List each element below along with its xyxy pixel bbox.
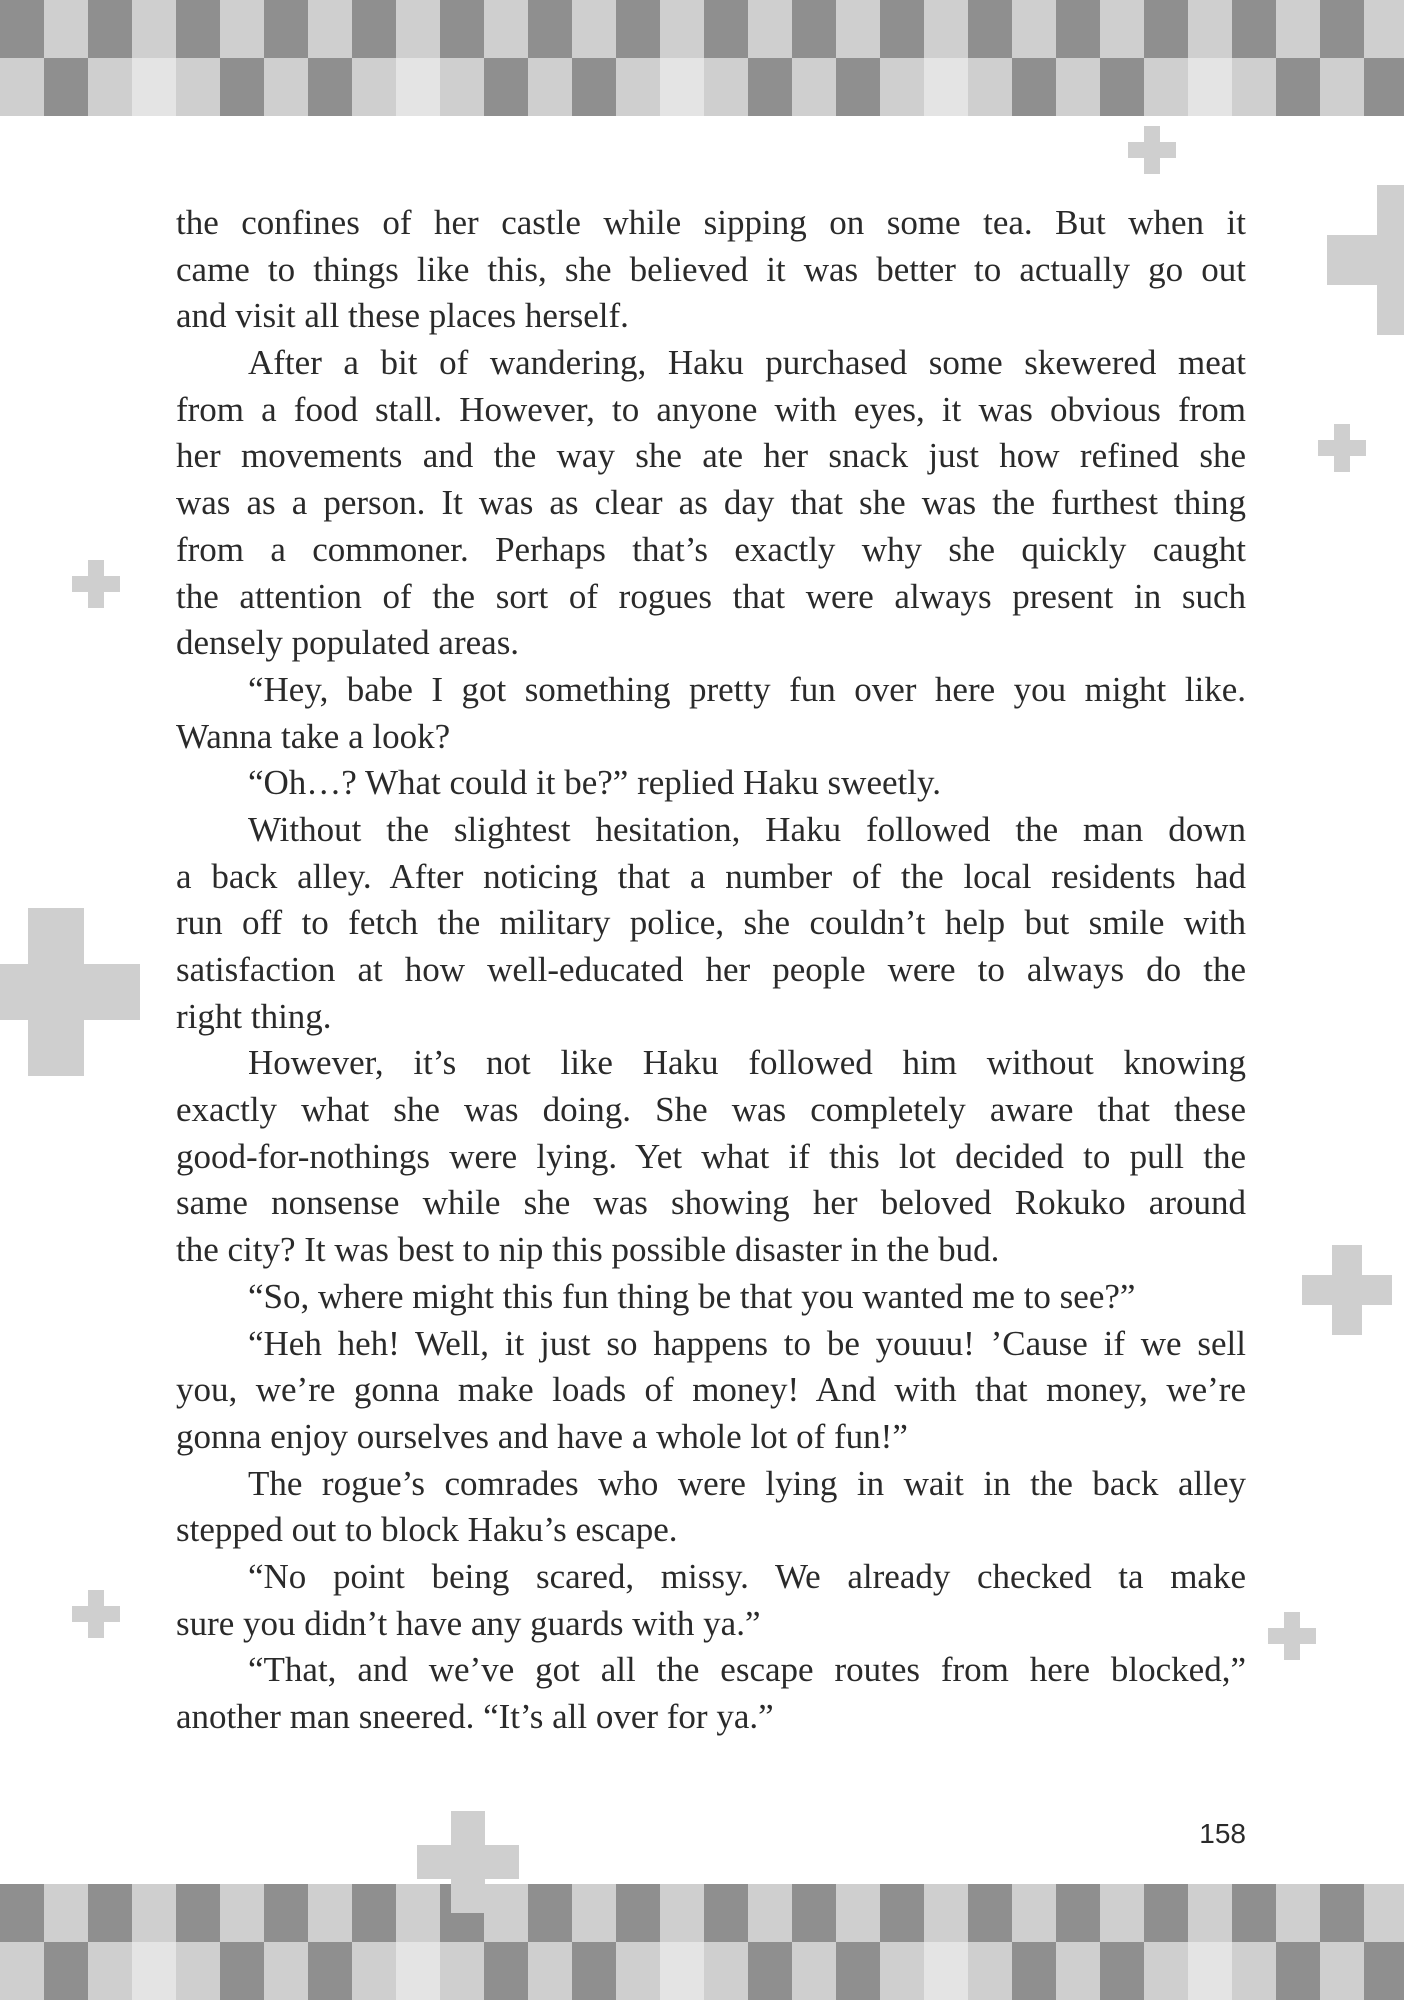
checker-square <box>1188 58 1232 116</box>
text-line: from a commoner. Perhaps that’s exactly why she quickly caught <box>176 529 1246 569</box>
checker-square <box>1232 1884 1276 1942</box>
checker-square <box>1144 0 1188 58</box>
checker-square <box>88 0 132 58</box>
text-line: you, we’re gonna make loads of money! And with that money, we’re <box>176 1370 1246 1410</box>
text-line: good-for-nothings were lying. Yet what if this lot decided to pull the <box>176 1136 1246 1176</box>
text-line: “Heh heh! Well, it just so happens to be youuu! ’Cause if we sell <box>248 1323 1246 1363</box>
checker-square <box>968 0 1012 58</box>
checker-square <box>1188 1942 1232 2000</box>
checker-square <box>484 58 528 116</box>
checker-square <box>748 58 792 116</box>
text-line: “Oh…? What could it be?” replied Haku sweetly. <box>248 763 941 803</box>
text-line: came to things like this, she believed it was better to actually go out <box>176 249 1246 289</box>
checker-square <box>880 0 924 58</box>
checker-square <box>836 58 880 116</box>
checker-square <box>220 1942 264 2000</box>
text-line: and visit all these places herself. <box>176 296 629 336</box>
checker-square <box>176 1884 220 1942</box>
checker-square <box>484 1942 528 2000</box>
checker-square <box>308 58 352 116</box>
text-line: The rogue’s comrades who were lying in wait in the back alley <box>248 1463 1246 1503</box>
text-line: the attention of the sort of rogues that were always present in such <box>176 576 1246 616</box>
sparkle-cross-icon <box>1318 424 1366 472</box>
page-body-text <box>176 200 1246 1741</box>
checker-square <box>396 58 440 116</box>
checker-square <box>352 0 396 58</box>
text-line: sure you didn’t have any guards with ya.” <box>176 1603 761 1643</box>
checker-square <box>1012 58 1056 116</box>
checker-square <box>1100 58 1144 116</box>
checker-square <box>1320 0 1364 58</box>
text-line: “So, where might this fun thing be that you wanted me to see?” <box>248 1276 1136 1316</box>
text-line: same nonsense while she was showing her beloved Rokuko around <box>176 1183 1246 1223</box>
text-line: Wanna take a look? <box>176 716 451 756</box>
sparkle-cross-icon <box>72 560 120 608</box>
checker-square <box>748 1942 792 2000</box>
text-line: her movements and the way she ate her snack just how refined she <box>176 436 1246 476</box>
checker-square <box>924 1942 968 2000</box>
checker-square <box>528 0 572 58</box>
checker-square <box>1320 1884 1364 1942</box>
checker-square <box>440 0 484 58</box>
checker-square <box>308 1942 352 2000</box>
text-line: After a bit of wandering, Haku purchased some skewered meat <box>248 343 1246 383</box>
checker-square <box>1276 1942 1320 2000</box>
sparkle-cross-icon <box>1268 1612 1316 1660</box>
checker-square <box>1232 0 1276 58</box>
checker-square <box>220 58 264 116</box>
text-line: from a food stall. However, to anyone with eyes, it was obvious from <box>176 389 1246 429</box>
text-line: satisfaction at how well-educated her people were to always do the <box>176 950 1246 989</box>
checker-square <box>352 1884 396 1942</box>
text-line: run off to fetch the military police, she couldn’t help but smile with <box>176 903 1246 943</box>
checker-square <box>616 0 660 58</box>
checker-square <box>264 1884 308 1942</box>
checker-square <box>528 1884 572 1942</box>
sparkle-cross-icon <box>0 908 140 1076</box>
checker-square <box>1100 1942 1144 2000</box>
checker-square <box>88 1884 132 1942</box>
text-line: “No point being scared, missy. We already checked ta make <box>248 1556 1246 1596</box>
checker-square <box>792 1884 836 1942</box>
checker-square <box>132 58 176 116</box>
text-line: another man sneered. “It’s all over for ya.” <box>176 1697 774 1736</box>
checker-square <box>572 58 616 116</box>
sparkle-cross-icon <box>1128 126 1176 174</box>
checker-square <box>0 0 44 58</box>
checker-square <box>880 1884 924 1942</box>
sparkle-cross-icon <box>1327 185 1404 335</box>
text-line: “That, and we’ve got all the escape routes from here blocked,” <box>248 1650 1246 1690</box>
checker-square <box>704 1884 748 1942</box>
text-line: right thing. <box>176 996 332 1036</box>
sparkle-cross-icon <box>1302 1245 1392 1335</box>
page-number: 158 <box>1199 1818 1246 1849</box>
checker-square <box>660 1942 704 2000</box>
checker-square <box>176 0 220 58</box>
text-line: a back alley. After noticing that a number of the local residents had <box>176 856 1246 896</box>
text-line: was as a person. It was as clear as day that she was the furthest thing <box>176 483 1246 523</box>
text-line: densely populated areas. <box>176 623 520 663</box>
checker-square <box>1144 1884 1188 1942</box>
text-line: the confines of her castle while sipping on some tea. But when it <box>176 203 1246 242</box>
text-line: Without the slightest hesitation, Haku followed the man down <box>248 809 1246 849</box>
checker-square <box>44 1942 88 2000</box>
text-line: the city? It was best to nip this possible disaster in the bud. <box>176 1230 1000 1270</box>
bottom-checker-band <box>0 1884 1404 2000</box>
sparkle-cross-icon <box>417 1811 519 1913</box>
sparkle-cross-icon <box>72 1590 120 1638</box>
checker-square <box>616 1884 660 1942</box>
checker-square <box>792 0 836 58</box>
checker-square <box>1364 1942 1404 2000</box>
checker-square <box>1364 58 1404 116</box>
checker-square <box>968 1884 1012 1942</box>
top-checker-band <box>0 0 1404 116</box>
checker-square <box>132 1942 176 2000</box>
text-line: However, it’s not like Haku followed him without knowing <box>248 1043 1246 1083</box>
checker-square <box>1056 1884 1100 1942</box>
checker-square <box>0 1884 44 1942</box>
text-line: gonna enjoy ourselves and have a whole lot of fun!” <box>176 1416 908 1456</box>
checker-square <box>924 58 968 116</box>
checker-square <box>1276 58 1320 116</box>
checker-square <box>44 58 88 116</box>
checker-square <box>1056 0 1100 58</box>
checker-square <box>1012 1942 1056 2000</box>
text-line: exactly what she was doing. She was completely aware that these <box>176 1090 1246 1130</box>
checker-square <box>264 0 308 58</box>
checker-square <box>572 1942 616 2000</box>
checker-square <box>704 0 748 58</box>
checker-square <box>396 1942 440 2000</box>
text-line: “Hey, babe I got something pretty fun over here you might like. <box>248 669 1246 709</box>
checker-square <box>836 1942 880 2000</box>
text-line: stepped out to block Haku’s escape. <box>176 1510 678 1550</box>
checker-square <box>660 58 704 116</box>
